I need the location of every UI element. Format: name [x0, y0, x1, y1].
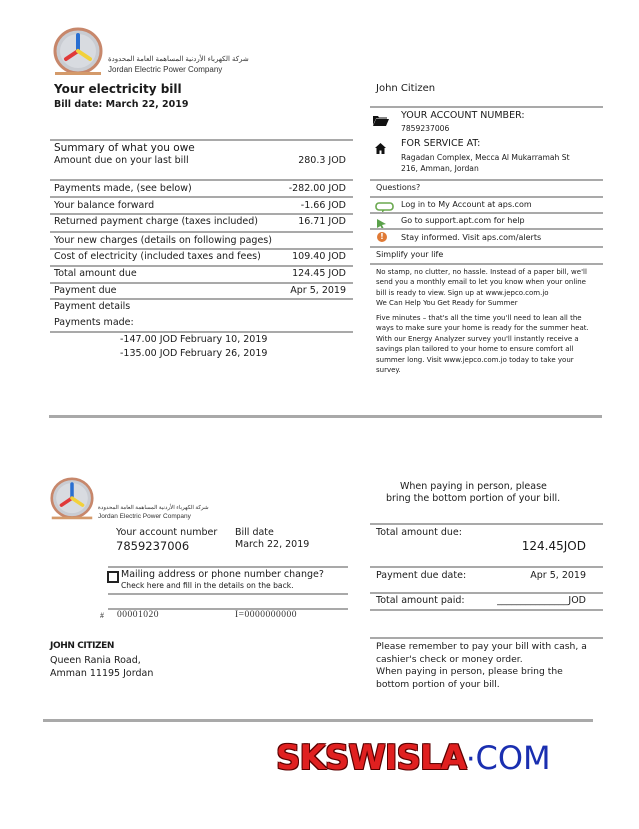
text-line: No stamp, no clutter, no hassle. Instead of a paper bill, we'll: [376, 268, 587, 276]
text-line: When paying in person, please bring the: [376, 666, 563, 678]
payment-amount: -147.00 JOD: [120, 334, 178, 345]
payment-amount: -135.00 JOD: [120, 348, 178, 359]
company-english-name: Jordan Electric Power Company: [108, 65, 223, 74]
divider: [370, 106, 603, 108]
cursor-icon: [377, 215, 387, 226]
recipient-address-line2: Amman 11195 Jordan: [50, 668, 154, 679]
summary-value: -1.66 JOD: [300, 200, 346, 211]
questions-heading: Questions?: [376, 183, 421, 192]
stub-bill-date: March 22, 2019: [235, 539, 310, 550]
folder-icon: [373, 111, 389, 122]
text-line: We Can Help You Get Ready for Summer: [376, 299, 518, 308]
total-due-value: 124.45JOD: [521, 539, 586, 553]
home-icon: [375, 139, 386, 150]
summary-row: [54, 182, 352, 196]
divider: [108, 593, 348, 595]
text-line: With our Energy Analyzer survey you'll instantly receive a: [376, 334, 579, 343]
text-line: savings plan tailored to your home to ensure comfort all: [376, 345, 574, 354]
stub-code-2: I=0000000000: [235, 610, 298, 620]
summary-value: Apr 5, 2019: [290, 285, 346, 296]
company-arabic-name: شركة الكهرباء الأردنية المساهمة العامة المحدودة: [98, 505, 209, 511]
summary-label: Total amount due: [54, 268, 137, 279]
logo-emblem-icon: [52, 27, 104, 77]
total-due-label: Total amount due:: [376, 527, 462, 538]
recipient-address-line1: Queen Rania Road,: [50, 655, 141, 666]
company-english-name: Jordan Electric Power Company: [98, 513, 191, 520]
question-link[interactable]: Stay informed. Visit aps.com/alerts: [401, 233, 542, 242]
pay-in-person-line2: bring the bottom portion of your bill.: [386, 493, 561, 504]
summary-label: Payments made, (see below): [54, 183, 192, 194]
divider: [370, 179, 603, 181]
summary-value: 280.3 JOD: [298, 155, 346, 166]
divider: [370, 609, 603, 611]
summary-row: [54, 250, 352, 264]
stub-account-number: 7859237006: [116, 539, 190, 553]
service-address-line2: 216, Amman, Jordan: [401, 164, 479, 173]
due-date-label: Payment due date:: [376, 570, 467, 581]
summary-row-due: [54, 284, 352, 298]
text-line: Five minutes – that's all the time you'll need to lean all the: [376, 314, 582, 322]
divider: [108, 566, 348, 568]
bottom-divider: [43, 719, 593, 722]
summary-row: [54, 215, 352, 229]
watermark-dot: ·: [465, 742, 476, 777]
due-date-value: Apr 5, 2019: [530, 570, 586, 581]
divider: [370, 592, 603, 594]
summary-heading: Summary of what you owe: [54, 142, 195, 154]
divider: [50, 298, 353, 300]
text-line: summer long. Visit www.jepco.com.jo today to take your: [376, 355, 574, 364]
summary-label: Your new charges (details on following pages): [54, 235, 272, 246]
company-arabic-name: شركة الكهرباء الأردنية المساهمة العامة المحدودة: [108, 56, 249, 63]
summary-value: -282.00 JOD: [288, 183, 346, 194]
divider: [50, 196, 353, 198]
watermark-part2: COM: [475, 739, 551, 777]
logo-emblem-icon: [49, 477, 95, 521]
summary-label: Your balance forward: [54, 200, 155, 211]
summary-label: Returned payment charge (taxes included): [54, 216, 259, 227]
account-number: 7859237006: [401, 124, 450, 133]
payment-date: February 26, 2019: [180, 348, 268, 359]
hash-symbol: #: [100, 611, 104, 620]
stub-code-1: 00001020: [117, 610, 159, 620]
divider: [370, 523, 603, 525]
account-number-label: YOUR ACCOUNT NUMBER:: [401, 110, 525, 121]
recipient-name: JOHN CITIZEN: [50, 641, 115, 651]
service-label: FOR SERVICE AT:: [401, 138, 481, 149]
text-line: bottom portion of your bill.: [376, 678, 500, 690]
paid-unit: JOD: [568, 595, 586, 606]
summary-value: 16.71 JOD: [298, 216, 346, 227]
paid-label: Total amount paid:: [376, 595, 465, 606]
divider: [370, 228, 603, 230]
divider: [370, 566, 603, 568]
alert-icon: !: [377, 232, 387, 242]
question-link[interactable]: Go to support.apt.com for help: [401, 216, 525, 225]
summary-label: Cost of electricity (included taxes and fees): [54, 251, 261, 262]
paid-blank: _______________: [497, 595, 569, 606]
divider: [50, 179, 353, 181]
text-line: survey.: [376, 366, 401, 375]
summary-row-total: [54, 267, 352, 281]
summary-label: Amount due on your last bill: [54, 155, 189, 166]
simplify-paragraph-1: [376, 267, 587, 309]
question-link[interactable]: Log in to My Account at aps.com: [401, 200, 532, 209]
mailing-change-checkbox[interactable]: [107, 571, 119, 583]
stub-account-number-label: Your account number: [116, 527, 218, 538]
bill-title: Your electricity bill: [54, 82, 182, 96]
payment-reminder: [376, 641, 587, 691]
mailing-change-sub: Check here and fill in the details on the back.: [121, 581, 294, 590]
divider: [50, 331, 353, 333]
service-address-line1: Ragadan Complex, Mecca Al Mukarramah St: [401, 153, 570, 162]
payments-made-label: Payments made:: [54, 317, 134, 328]
mailing-change-label: Mailing address or phone number change?: [121, 569, 324, 580]
text-line: Please remember to pay your bill with cash, a: [376, 641, 587, 652]
divider: [370, 246, 603, 248]
paid-amount-field[interactable]: [497, 595, 586, 606]
divider: [50, 139, 353, 141]
watermark-part1: SKSWISLA: [276, 738, 466, 778]
simplify-paragraph-2: [376, 313, 589, 375]
text-line: bill is ready to view. Sign up at www.jepco.com.jo: [376, 288, 549, 297]
text-line: ways to make sure your home is ready for the summer heat.: [376, 324, 589, 333]
summary-value: 124.45 JOD: [292, 268, 346, 279]
company-logo-stub: [49, 477, 95, 521]
customer-name: John Citizen: [376, 83, 436, 94]
stub-bill-date-label: Bill date: [235, 527, 274, 538]
summary-row: [54, 234, 352, 248]
bill-date: Bill date: March 22, 2019: [54, 99, 189, 110]
watermark: [276, 738, 551, 778]
divider: [370, 212, 603, 214]
text-line: cashier's check or money order.: [376, 653, 523, 665]
payment-details-label: Payment details: [54, 301, 131, 312]
summary-row: [54, 154, 352, 168]
divider: [50, 231, 353, 233]
chat-icon: [375, 199, 395, 211]
company-logo: [52, 27, 104, 77]
summary-value: 109.40 JOD: [292, 251, 346, 262]
summary-row: [54, 199, 352, 213]
divider: [370, 637, 603, 639]
divider: [370, 263, 603, 265]
pay-in-person-line1: When paying in person, please: [400, 481, 547, 492]
summary-label: Payment due: [54, 285, 117, 296]
divider: [370, 196, 603, 198]
simplify-heading: Simplify your life: [376, 250, 444, 259]
payment-date: February 10, 2019: [180, 334, 268, 345]
text-line: send you a monthly email to let you know when your online: [376, 278, 586, 287]
tear-off-divider: [49, 415, 602, 418]
